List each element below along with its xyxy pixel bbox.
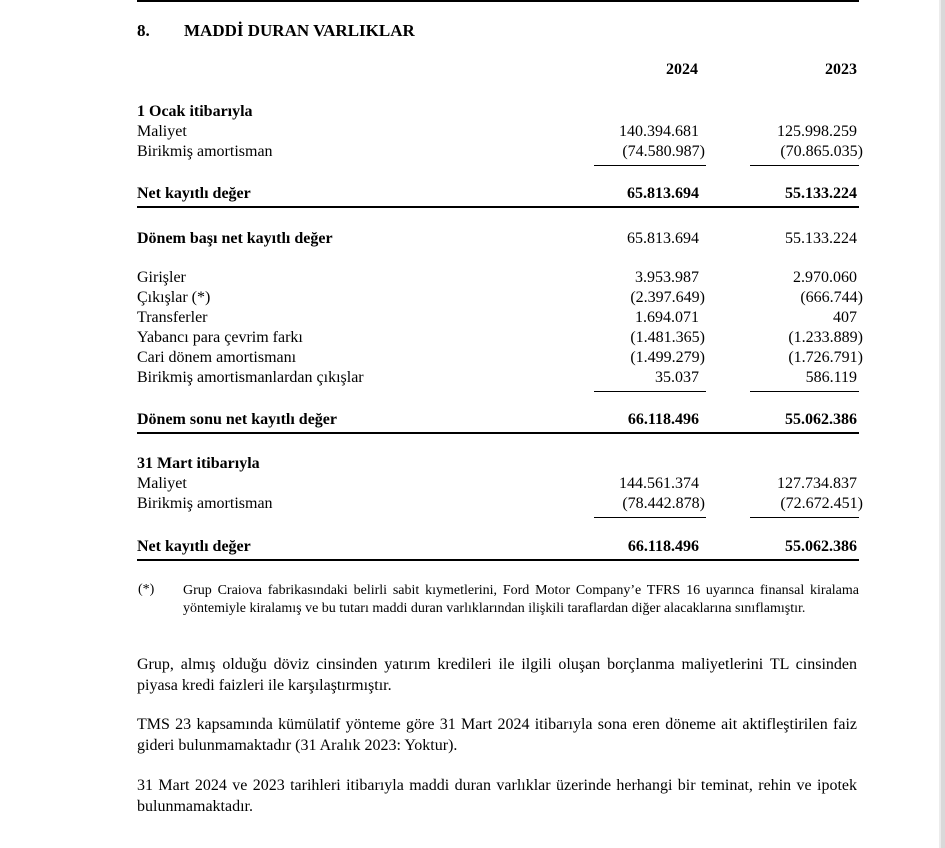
table-row (137, 368, 859, 388)
row-value-2024: 66.118.496 (627, 538, 699, 555)
row-value-2024: 66.118.496 (627, 411, 699, 428)
row-value-2023: (1.726.791) (788, 349, 863, 366)
total-rule (137, 206, 859, 208)
row-label: Girişler (137, 269, 186, 286)
row-value-2023: 127.734.837 (777, 475, 857, 492)
subtotal-underline (594, 517, 706, 518)
row-label: Maliyet (137, 123, 187, 140)
row-label: Birikmiş amortisman (137, 143, 273, 160)
row-value-2023: 55.133.224 (785, 185, 857, 202)
row-label: Birikmiş amortismanlardan çıkışlar (137, 369, 364, 386)
footnote-text: Grup Craiova fabrikasındaki belirli sabit kıymetlerini, Ford Motor Company’e TFRS 16 uyarınca finansal kiralama yöntemiyle kiralamış ve bu tutarı maddi duran varlıklarından ilişkili taraflardan diğer alacaklarına sınıflamıştır. (183, 583, 859, 616)
table-row (137, 308, 859, 328)
table-row (137, 494, 863, 514)
subtotal-underline (594, 391, 706, 392)
row-value-2023: 55.062.386 (785, 411, 857, 428)
row-value-2024: (2.397.649) (630, 289, 705, 306)
row-value-2023: (666.744) (800, 289, 863, 306)
table-row (137, 474, 859, 494)
row-value-2023: (72.672.451) (780, 495, 863, 512)
paragraph-collateral: 31 Mart 2024 ve 2023 tarihleri itibarıyla maddi duran varlıklar üzerinde herhangi bir teminat, rehin ve ipotek bulunmamaktadır. (137, 777, 857, 815)
table-row (137, 288, 863, 308)
column-header-2023: 2023 (825, 61, 857, 78)
row-value-2024: (78.442.878) (622, 495, 705, 512)
page-edge (941, 0, 945, 848)
row-value-2024: (1.481.365) (630, 329, 705, 346)
section-number: 8. (137, 21, 150, 40)
row-value-2023: 407 (833, 309, 857, 326)
row-value-2023: 2.970.060 (793, 269, 857, 286)
row-label: Dönem başı net kayıtlı değer (137, 230, 333, 247)
subtotal-underline (750, 165, 859, 166)
row-value-2023: 55.062.386 (785, 538, 857, 555)
total-rule (137, 432, 859, 434)
row-value-2024: 144.561.374 (619, 475, 699, 492)
table-row (137, 328, 863, 348)
footnote-mark: (*) (138, 582, 155, 597)
table-row-total (137, 537, 859, 557)
table-row (137, 268, 859, 288)
top-rule (137, 0, 859, 2)
subtotal-underline (750, 517, 859, 518)
row-value-2023: 55.133.224 (785, 230, 857, 247)
row-value-2023: 125.998.259 (777, 123, 857, 140)
row-value-2024: (1.499.279) (630, 349, 705, 366)
table-row-start (137, 229, 859, 249)
row-value-2024: 3.953.987 (635, 269, 699, 286)
table-row (137, 142, 863, 162)
row-value-2024: 65.813.694 (627, 185, 699, 202)
row-value-2024: (74.580.987) (622, 143, 705, 160)
row-value-2023: (70.865.035) (780, 143, 863, 160)
row-label: Dönem sonu net kayıtlı değer (137, 411, 337, 428)
row-value-2024: 35.037 (655, 369, 699, 386)
opening-section-title: 1 Ocak itibarıyla (137, 103, 253, 120)
row-value-2023: (1.233.889) (788, 329, 863, 346)
row-label: Net kayıtlı değer (137, 185, 251, 202)
row-value-2024: 1.694.071 (635, 309, 699, 326)
row-label: Yabancı para çevrim farkı (137, 329, 303, 346)
column-header-2024: 2024 (666, 61, 698, 78)
table-row (137, 122, 859, 142)
row-value-2023: 586.119 (805, 369, 857, 386)
row-label: Çıkışlar (*) (137, 289, 211, 306)
row-value-2024: 65.813.694 (627, 230, 699, 247)
subtotal-underline (594, 165, 706, 166)
paragraph-tms23: TMS 23 kapsamında kümülatif yönteme göre 31 Mart 2024 itibarıyla sona eren döneme ait aktifleştirilen faiz gideri bulunmamaktadır (31 Aralık 2023: Yoktur). (137, 716, 857, 754)
row-label: Birikmiş amortisman (137, 495, 273, 512)
table-row-end (137, 410, 859, 430)
paragraph-borrowing-costs: Grup, almış olduğu döviz cinsinden yatırım kredileri ile ilgili oluşan borçlanma maliyetlerini TL cinsinden piyasa kredi faizleri ile karşılaştırmıştır. (137, 656, 857, 694)
row-label: Net kayıtlı değer (137, 538, 251, 555)
section-title: MADDİ DURAN VARLIKLAR (184, 21, 415, 40)
closing-section-title: 31 Mart itibarıyla (137, 455, 260, 472)
subtotal-underline (750, 391, 859, 392)
row-value-2024: 140.394.681 (619, 123, 699, 140)
row-label: Cari dönem amortismanı (137, 349, 297, 366)
table-row (137, 348, 863, 368)
total-rule (137, 559, 859, 561)
table-row-total (137, 184, 859, 204)
row-label: Maliyet (137, 475, 187, 492)
row-label: Transferler (137, 309, 208, 326)
